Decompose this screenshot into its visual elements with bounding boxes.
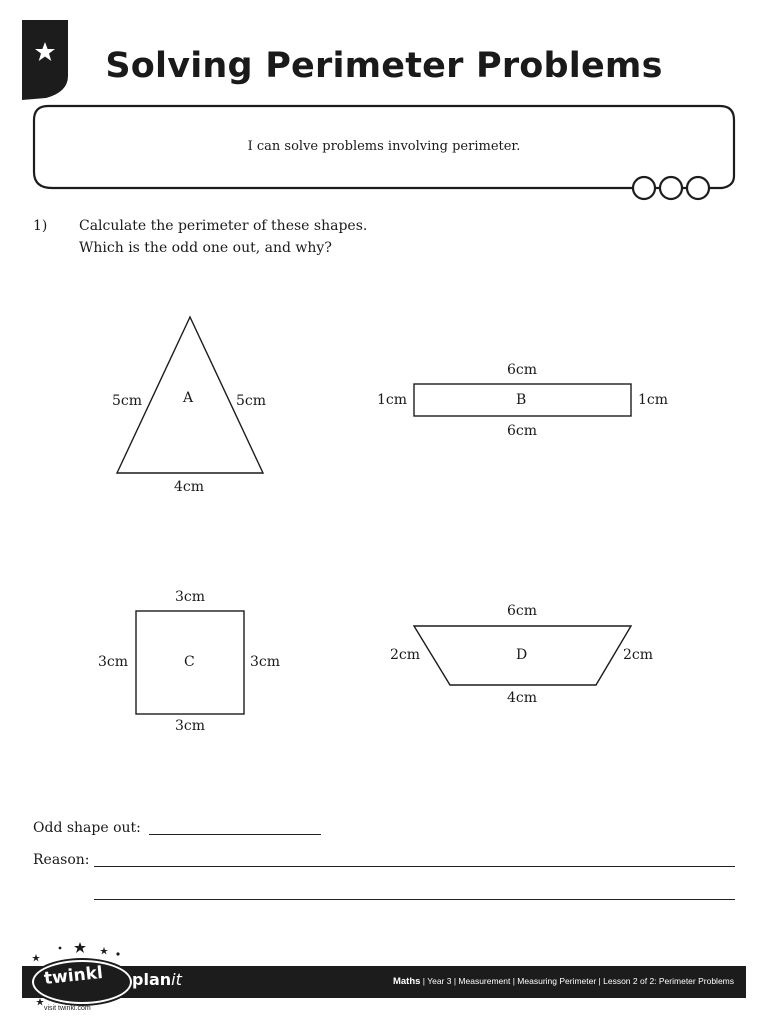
shape-a-left-label: 5cm [112,393,143,409]
shape-b-right-label: 1cm [638,392,669,408]
odd-shape-label: Odd shape out: [33,820,141,836]
shape-b-left-label: 1cm [377,392,408,408]
planit-logo [132,970,182,989]
footer-breadcrumb [393,976,734,987]
question-line-1: Calculate the perimeter of these shapes. [79,218,368,234]
shape-a-bottom-label: 4cm [174,479,205,495]
footer-lesson-path: | Year 3 | Measurement | Measuring Perimeter | Lesson 2 of 2: Perimeter Problems [420,976,734,986]
shape-c-right-label: 3cm [250,654,281,670]
shape-b-top-label: 6cm [507,362,538,378]
twinkl-logo-text: twinkl [43,962,104,990]
objective-box [32,104,736,204]
shape-d-left-label: 2cm [390,647,421,663]
question-number: 1) [33,218,48,234]
page-title: Solving Perimeter Problems [105,46,663,86]
progress-circle-1 [633,177,655,199]
visit-link[interactable]: visit twinkl.com [44,1005,91,1012]
shape-b-bottom-label: 6cm [507,423,538,439]
shape-c-bottom-label: 3cm [175,718,206,734]
progress-circle-3 [687,177,709,199]
reason-answer-line-1[interactable] [94,866,735,867]
shape-a-right-label: 5cm [236,393,267,409]
odd-shape-answer-line[interactable] [149,834,321,835]
shape-c-top-label: 3cm [175,589,206,605]
shape-c-name: C [184,654,195,670]
reason-label: Reason: [33,852,90,868]
shape-a-name: A [183,390,194,406]
shape-b-name: B [516,392,527,408]
question-line-2: Which is the odd one out, and why? [79,240,332,256]
planit-it: it [171,970,182,989]
footer-subject: Maths [392,976,421,987]
progress-circle-2 [660,177,682,199]
learning-objective: I can solve problems involving perimeter. [247,139,521,154]
shape-d-top-label: 6cm [507,603,538,619]
shape-d-name: D [516,647,528,663]
shape-d-bottom-label: 4cm [507,690,538,706]
planit-plan: plan [132,970,172,989]
shape-c-left-label: 3cm [98,654,129,670]
shape-d-right-label: 2cm [623,647,654,663]
reason-answer-line-2[interactable] [94,899,735,900]
